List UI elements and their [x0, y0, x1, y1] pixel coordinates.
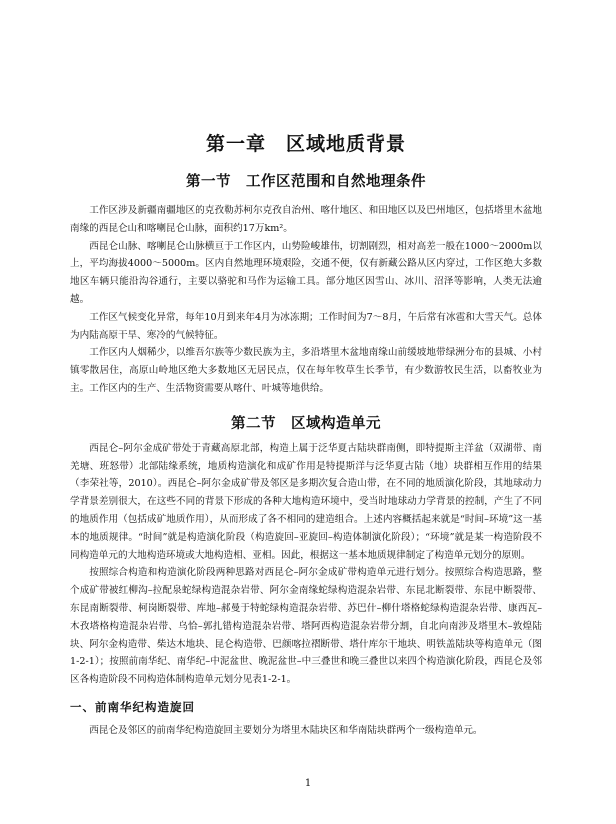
section-2-body: [70, 440, 542, 740]
paragraph: 工作区气候变化异常，每年10月到来年4月为冰冻期；工作时间为7～8月，午后常有冰雹和大雪天气。总体为内陆高原干旱、寒冷的气候特征。: [70, 311, 542, 341]
paragraph: 工作区内人烟稀少，以维吾尔族等少数民族为主，多沿塔里木盆地南缘山前缓坡地带绿洲分布的县城、小村镇零散居住，高原山岭地区绝大多数地区无居民点，仅在每年牧草生长季节，有少数游牧民生活，以畜牧业为主。工作区内的生产、生活物资需要从喀什、叶城等地供给。: [70, 347, 542, 394]
chapter-title: 第一章 区域地质背景: [205, 133, 406, 155]
paragraph: 西昆仑山脉、喀喇昆仑山脉横亘于工作区内，山势险峻雄伟，切割剧烈，相对高差一般在1000～2000m以上，平均海拔4000～5000m。区内自然地理环境艰险，交通不便，仅有新藏公路从区内穿过，工作区绝大多数地区车辆只能沿沟谷通行，主要以骆驼和马作为运输工具。部分地区因雪山、冰川、沼泽等影响，人类无法逾越。: [70, 240, 542, 305]
paragraph: 工作区涉及新疆南疆地区的克孜勒苏柯尔克孜自治州、喀什地区、和田地区以及巴州地区，包括塔里木盆地南缘的西昆仑山和喀喇昆仑山脉，面积约17万km²。: [70, 205, 542, 234]
section-title-2: 第二节 区域构造单元: [231, 415, 381, 432]
paragraph: 按照综合构造和构造演化阶段两种思路对西昆仑–阿尔金成矿带构造单元进行划分。按照综合构造思路，整个成矿带被红柳沟–拉配泉蛇绿构造混杂岩带、阿尔金南缘蛇绿构造混杂岩带、东昆北断裂带、东昆中断裂带、东昆南断裂带、柯岗断裂带、库地–郝曼于特蛇绿构造混杂岩带、苏巴什–柳什塔格蛇绿构造混杂岩带、康西瓦–木孜塔格构造混杂岩带、乌恰–郭扎错构造混杂岩带、塔阿西构造混杂岩带分割，自北向南涉及塔里木–敦煌陆块、阿尔金构造带、柴达木地块、昆仑构造带、巴颜喀拉褶断带、塔什库尔干地块、明铁盖陆块等构造单元（图1-2-1）；按照前南华纪、南华纪–中泥盆世、晚泥盆世–中三叠世和晚三叠世以来四个构造演化阶段，西昆仑及邻区各构造阶段不同构造体制构造单元划分见表1-2-1。: [70, 567, 542, 686]
section-title-1: 第一节 工作区范围和自然地理条件: [186, 174, 426, 190]
page-number: 1: [304, 778, 312, 789]
paragraph: 西昆仑–阿尔金成矿带处于青藏高原北部，构造上属于泛华夏古陆块群南侧，即特提斯主洋盆（双湖带、南羌塘、班怒带）北部陆缘系统，地质构造演化和成矿作用是特提斯洋与泛华夏古陆（地）块群相互作用的结果（李荣社等，2010）。西昆仑–阿尔金成矿带及邻区是多期次复合造山带，在不同的地质演化阶段，其地球动力学背景差别很大，在这些不同的背景下形成的各种大地构造环境中，受当时地球动力学背景的控制，产生了不同的地质作用（包括成矿地质作用），从而形成了各不相同的建造组合。上述内容概括起来就是“时间–环境”这一基本的地质规律。“时间”就是构造演化阶段（构造旋回–亚旋回–构造体制演化阶段）；“环境”就是某一构造阶段不同构造单元的大地构造环境或大地构造相、亚相。因此，根据这一基本地质规律制定了构造单元划分的原则。: [70, 442, 542, 561]
paragraph: 西昆仑及邻区的前南华纪构造旋回主要划分为塔里木陆块区和华南陆块群两个一级构造单元。: [89, 724, 483, 736]
subsection-title: 一、前南华纪构造旋回: [70, 699, 195, 714]
section-1-body: [70, 202, 542, 398]
